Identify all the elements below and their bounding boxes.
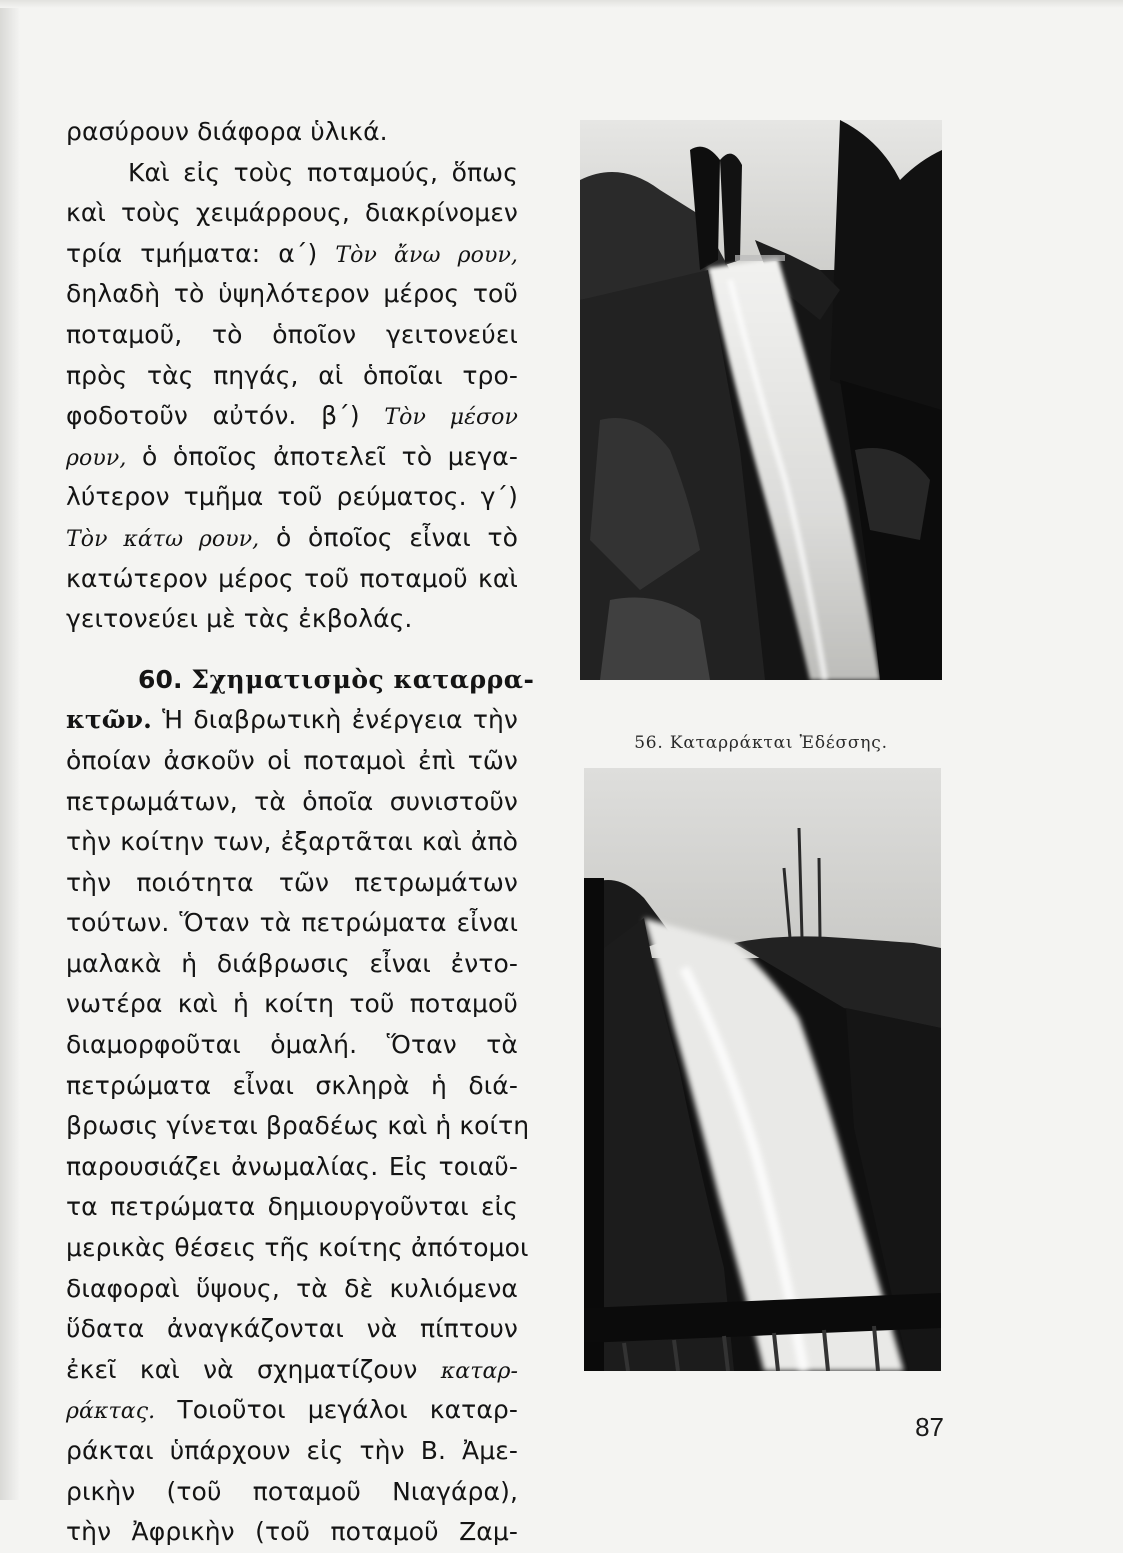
text-line: λύτερον τμῆμα τοῦ ρεύματος. γ΄) <box>66 482 518 512</box>
text-line: ρικὴν (τοῦ ποταμοῦ Νιαγάρα), <box>66 1476 518 1506</box>
text-line: πρὸς τὰς πηγάς, αἱ ὁποῖαι τρο- <box>66 360 518 390</box>
section-title-continued: κτῶν. <box>66 705 152 735</box>
section-heading <box>66 660 535 701</box>
text-line: ὁποίαν ἀσκοῦν οἱ ποταμοὶ ἐπὶ τῶν <box>66 745 518 775</box>
text-line: ρασύρουν διάφορα ὑλικά. <box>66 117 388 146</box>
text-line: βρωσις γίνεται βραδέως καὶ ἡ κοίτη <box>66 1111 530 1141</box>
term-meson: Τὸν μέσον <box>384 405 518 431</box>
text-line: τὴν κοίτην των, ἐξαρτᾶται καὶ ἀπὸ <box>66 827 518 857</box>
text-line: νωτέρα καὶ ἡ κοίτη τοῦ ποταμοῦ <box>66 989 518 1019</box>
text-line: κτῶν. Ἡ διαβρωτικὴ ἐνέργεια τὴν <box>66 705 518 735</box>
text-line: Τὸν κάτω ρουν, ὁ ὁποῖος εἶναι τὸ <box>66 522 518 552</box>
waterfall-photo-lower-image <box>584 768 941 1371</box>
waterfall-photo-lower <box>584 768 941 1371</box>
text-line: διαμορφοῦται ὁμαλή. Ὅταν τὰ <box>66 1030 518 1060</box>
term-raktas: ράκτας. <box>66 1399 156 1425</box>
text-line: παρουσιάζει ἀνωμαλίας. Εἰς τοιαῦ- <box>66 1151 518 1181</box>
text-line: τὴν ποιότητα τῶν πετρωμάτων <box>66 867 518 897</box>
term-katarraktas: καταρ- <box>440 1358 519 1384</box>
text-line: μερικὰς θέσεις τῆς κοίτης ἀπότομοι <box>66 1233 529 1263</box>
section-number: 60. <box>138 664 183 694</box>
page-shadow-left <box>0 0 20 1500</box>
text-line: φοδοτοῦν αὐτόν. β΄) Τὸν μέσον <box>66 401 518 431</box>
text-line: πετρωμάτων, τὰ ὁποῖα συνιστοῦν <box>66 786 518 816</box>
text-line: διαφοραὶ ὕψους, τὰ δὲ κυλιόμενα <box>66 1273 518 1303</box>
text-line: ποταμοῦ, τὸ ὁποῖον γειτονεύει <box>66 319 518 349</box>
body-text-column <box>66 112 535 1553</box>
text-line: κατώτερον μέρος τοῦ ποταμοῦ καὶ <box>66 563 518 593</box>
text-line: μαλακὰ ἡ διάβρωσις εἶναι ἐντο- <box>66 948 518 978</box>
page-number: 87 <box>915 1412 944 1442</box>
figure-caption: 56. Καταρράκται Ἐδέσσης. <box>634 733 888 753</box>
section-title: Σχηματισμὸς καταρρα- <box>191 664 535 694</box>
text-line: Καὶ εἰς τοὺς ποταμούς, ὅπως <box>128 157 518 187</box>
text-line: πετρώματα εἶναι σκληρὰ ἡ διά- <box>66 1070 518 1100</box>
page-shadow-top <box>0 0 1123 8</box>
term-roun: ρουν, <box>66 445 127 471</box>
text-line: ράκτας. Τοιοῦτοι μεγάλοι καταρ- <box>66 1395 519 1425</box>
paragraph-spacer <box>66 640 518 660</box>
waterfall-photo-upper <box>580 120 942 680</box>
text-line: τρία τμήματα: α΄) Τὸν ἄνω ρουν, <box>66 238 519 268</box>
term-ano-roun: Τὸν ἄνω ρουν, <box>335 242 519 268</box>
term-kato-roun: Τὸν κάτω ρουν, <box>66 526 260 552</box>
text-line: ράκται ὑπάρχουν εἰς τὴν Β. Ἀμε- <box>66 1436 518 1465</box>
text-line: τούτων. Ὅταν τὰ πετρώματα εἶναι <box>66 908 518 938</box>
text-line: τα πετρώματα δημιουργοῦνται εἰς <box>66 1192 518 1222</box>
text-line: ὕδατα ἀναγκάζονται νὰ πίπτουν <box>66 1314 518 1344</box>
text-line: καὶ τοὺς χειμάρρους, διακρίνομεν <box>66 198 518 228</box>
text-line: γειτονεύει μὲ τὰς ἐκβολάς. <box>66 604 413 634</box>
waterfall-photo-upper-image <box>580 120 942 680</box>
text-line: τὴν Ἀφρικὴν (τοῦ ποταμοῦ Ζαμ- <box>66 1517 518 1547</box>
text-line: ἐκεῖ καὶ νὰ σχηματίζουν καταρ- <box>66 1354 519 1384</box>
text-line: ρουν, ὁ ὁποῖος ἀποτελεῖ τὸ μεγα- <box>66 441 518 471</box>
text-line: δηλαδὴ τὸ ὑψηλότερον μέρος τοῦ <box>66 279 518 309</box>
